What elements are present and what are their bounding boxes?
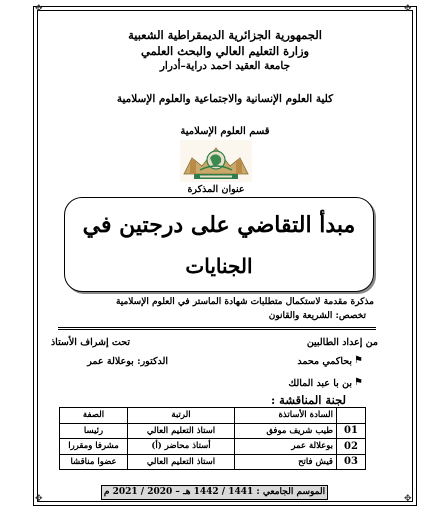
corner-ornament-icon: ✥ [404, 4, 412, 14]
student-name: بن با عبد المالك [288, 378, 352, 389]
corner-ornament-icon: ✥ [404, 494, 412, 504]
table-header-role: الصفة [60, 408, 128, 424]
member-role: رئيسا [60, 423, 128, 439]
republic-name: الجمهورية الجزائرية الديمقراطية الشعبية [128, 28, 322, 42]
prepared-by-label: من إعداد الطالبين [306, 337, 378, 348]
table-header-row [60, 408, 366, 424]
specialization: تخصص: الشريعة والقانون [268, 311, 366, 321]
committee-label: لجنة المناقشة : [270, 393, 346, 407]
memo-title-line1: مبدأ التقاضي على درجتين في [82, 212, 356, 238]
member-rank: استاذ التعليم العالي [128, 454, 235, 470]
jury-table [59, 407, 366, 470]
divider-top [58, 327, 376, 328]
table-row [60, 454, 366, 470]
supervisor-name: الدكتور: بوعلالة عمر [87, 356, 168, 367]
academic-year: الموسم الجامعي : 1441 / 1442 هـ – 2020 / 2021 م [101, 485, 328, 500]
table-header-rank: الرتبة [128, 408, 235, 424]
corner-ornament-icon: ✥ [35, 4, 43, 14]
member-rank: أستاذ محاضر (أ) [128, 439, 235, 455]
row-number: 01 [337, 423, 366, 439]
divider-bottom [58, 329, 376, 330]
table-row [60, 423, 366, 439]
memo-title-label: عنوان المذكرة [187, 184, 245, 195]
member-rank: استاذ التعليم العالي [128, 423, 235, 439]
student-name: بحاكمي محمد [297, 356, 352, 367]
memo-title-line2: الجنايات [185, 254, 253, 278]
corner-ornament-icon: ✥ [35, 494, 43, 504]
flag-bullet-icon: ⚑ [354, 377, 363, 388]
row-number: 03 [337, 454, 366, 470]
member-name: طيب شريف موفق [235, 423, 337, 439]
faculty-name: كلية العلوم الإنسانية والاجتماعية والعلوم الإسلامية [116, 93, 334, 105]
member-role: مشرفا ومقررا [60, 439, 128, 455]
department-name: قسم العلوم الإسلامية [180, 126, 270, 137]
table-header-name: السادة الأساتذة [235, 408, 337, 424]
table-cell [337, 408, 366, 424]
memo-description: مذكرة مقدمة لاستكمال متطلبات شهادة الماستر في العلوم الإسلامية [115, 297, 374, 307]
member-role: عضوا مناقشا [60, 454, 128, 470]
supervision-label: تحت إشراف الأستاذ [50, 337, 130, 348]
university-logo-icon [180, 140, 252, 182]
row-number: 02 [337, 439, 366, 455]
table-row [60, 439, 366, 455]
member-name: قيش فاتح [235, 454, 337, 470]
university-name: جامعة العقيد احمد دراية–أدرار [159, 60, 291, 72]
flag-bullet-icon: ⚑ [354, 355, 363, 366]
ministry-name: وزارة التعليم العالي والبحث العلمي [140, 44, 310, 58]
member-name: بوعلالة عمر [235, 439, 337, 455]
